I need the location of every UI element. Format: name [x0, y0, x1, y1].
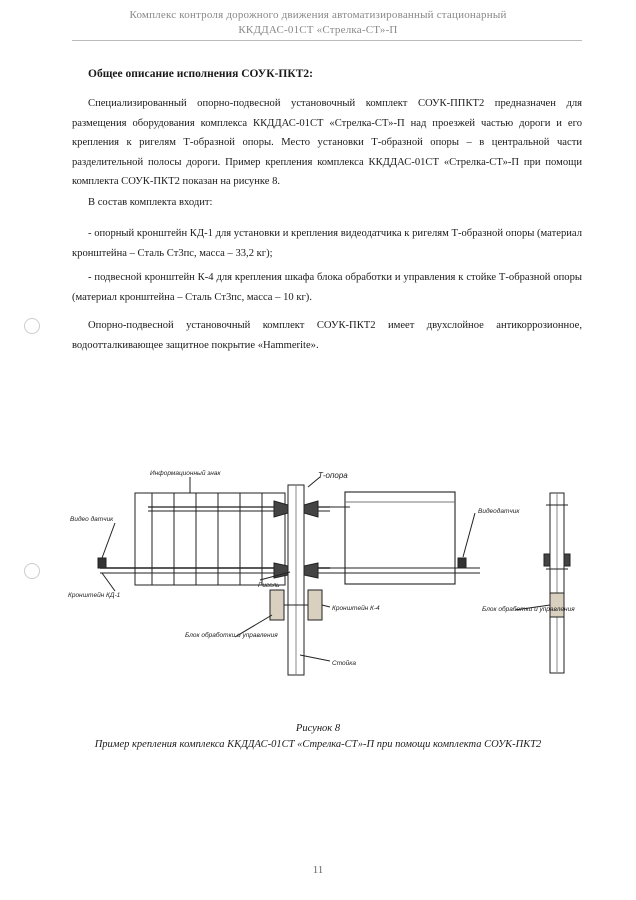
figure-caption-title: Рисунок 8	[295, 723, 341, 734]
figure-caption-text: Пример крепления комплекса ККДДАС-01СТ «Стрелка-СТ»-П при помощи комплекта СОУК-ПКТ2	[94, 739, 542, 750]
label-block-right: Блок обработки и управления	[482, 606, 575, 613]
punch-hole-mark	[24, 563, 40, 579]
paragraph-description: Специализированный опорно-подвесной установочный комплект СОУК-ППКТ2 предназначен для размещения оборудования комплекса ККДДАС-01СТ «Стрелка-СТ»-П над проезжей частью дороги и его крепления к ригелям Т-образной опоры. Место установки Т-образной опоры – в центральной части разделительной полосы дороги. Пример крепления комплекса ККДДАС-01СТ «Стрелка-СТ»-П при помощи комплекта СОУК-ПКТ2 показан на рисунке 8.	[72, 98, 582, 187]
running-header-line2: ККДДАС-01СТ «Стрелка-СТ»-П	[238, 24, 398, 36]
paragraph-coating: Опорно-подвесной установочный комплект СОУК-ПКТ2 имеет двухслойное антикоррозионное, водоотталкивающее защитное покрытие «Hammerite».	[72, 320, 582, 351]
label-video-left: Видео датчик	[70, 516, 114, 523]
label-video-right: Видеодатчик	[478, 508, 520, 515]
figure-8-drawing	[60, 455, 580, 695]
label-bracket-k4: Кронштейн К-4	[332, 605, 380, 612]
running-header-line1: Комплекс контроля дорожного движения автоматизированный стационарный	[129, 9, 507, 21]
paragraph-item-kd1: - опорный кронштейн КД-1 для установки и крепления видеодатчика к ригелям Т-образной опоры (материал кронштейна – Сталь Ст3пс, масса – 33,2 кг);	[72, 228, 582, 259]
paragraph-composition-intro: В состав комплекта входит:	[88, 197, 213, 208]
label-stand: Стойка	[332, 660, 356, 667]
page-number: 11	[312, 864, 324, 876]
punch-hole-mark	[24, 318, 40, 334]
section-heading: Общее описание исполнения СОУК-ПКТ2:	[88, 68, 313, 80]
label-info-sign: Информационный знак	[150, 470, 221, 477]
paragraph-item-k4: - подвесной кронштейн К-4 для крепления шкафа блока обработки и управления к стойке Т-образной опоры (материал кронштейна – Сталь Ст3пс, масса – 10 кг).	[72, 272, 582, 303]
header-rule	[72, 40, 582, 41]
label-block-left: Блок обработки и управления	[185, 632, 278, 639]
label-rigel: Ригель	[258, 582, 280, 589]
label-bracket-kd1: Кронштейн КД-1	[68, 592, 121, 599]
label-t-support: Т-опора	[318, 471, 348, 480]
